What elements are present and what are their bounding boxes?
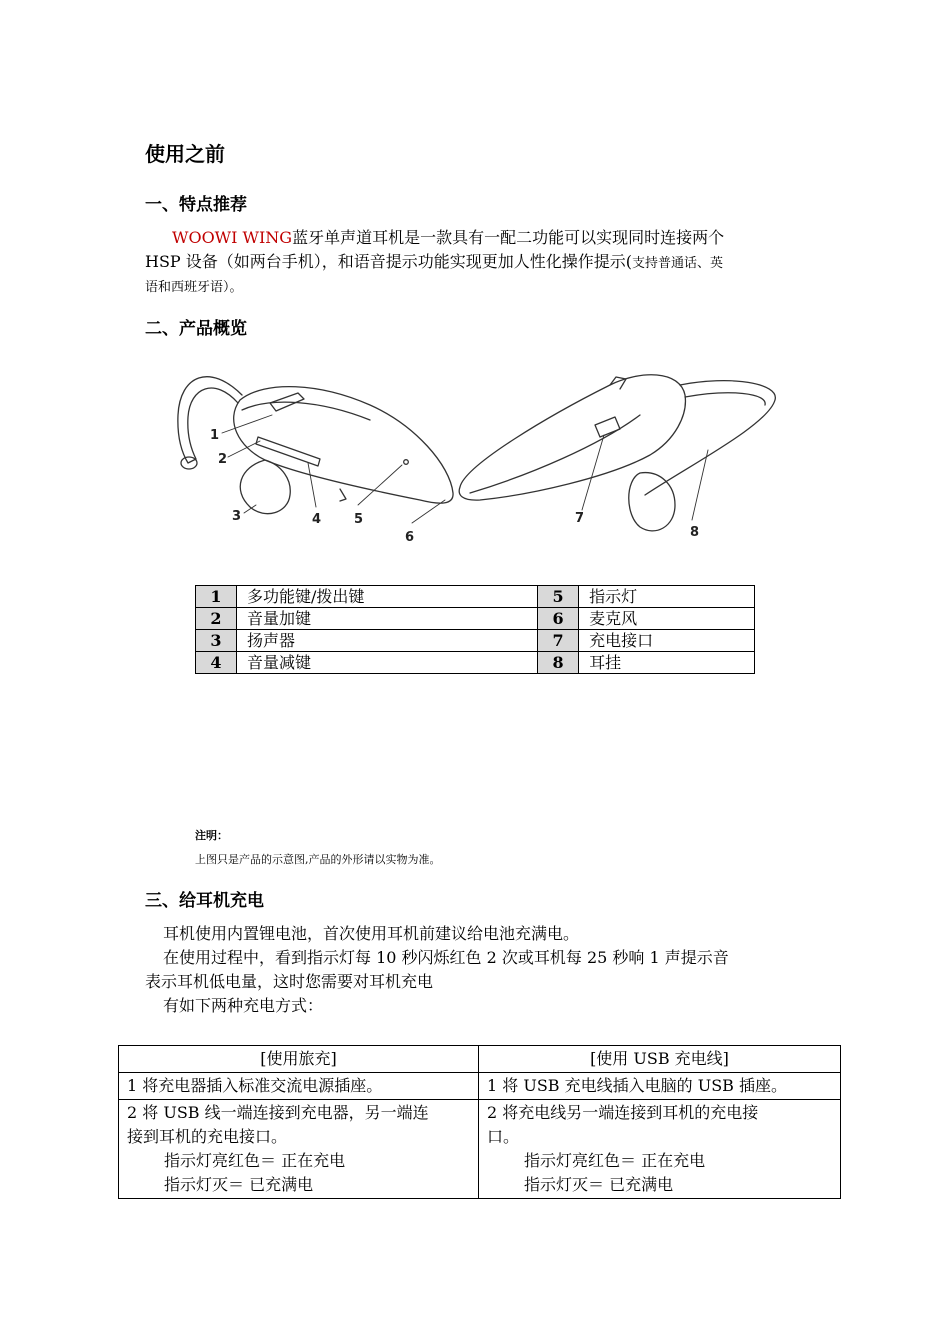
left-speaker xyxy=(240,460,290,514)
section-heading-overview: 二、产品概览 xyxy=(145,319,247,339)
part-label: 音量减键 xyxy=(237,652,538,674)
charging-line-4: 有如下两种充电方式： xyxy=(163,996,324,1015)
charging-line-3: 表示耳机低电量，这时您需要对耳机充电 xyxy=(145,972,434,991)
headset-diagram xyxy=(170,355,790,550)
brand-name: WOOWI WING xyxy=(172,228,293,247)
part-number: 6 xyxy=(538,608,579,630)
intro-line-1 xyxy=(145,226,815,250)
cell-text: 接到耳机的充电接口。 xyxy=(127,1127,288,1146)
table-row xyxy=(119,1073,841,1100)
table-header-row xyxy=(119,1046,841,1073)
intro-text-2-small: 支持普通话、英 xyxy=(632,256,724,271)
left-headset-body xyxy=(234,387,453,504)
table-row xyxy=(119,1100,841,1199)
right-ear-hook xyxy=(645,381,775,495)
intro-line-3: 语和西班牙语）。 xyxy=(145,280,243,295)
cell-step-1-right: 1 将 USB 充电线插入电脑的 USB 插座。 xyxy=(479,1073,841,1100)
cell-text: 指示灯灭＝ 已充满电 xyxy=(164,1175,314,1194)
part-label: 扬声器 xyxy=(237,630,538,652)
intro-text-1: 蓝牙单声道耳机是一款具有一配二功能可以实现同时连接两个 xyxy=(292,228,725,247)
parts-table xyxy=(195,585,755,674)
cell-step-1-left: 1 将充电器插入标准交流电源插座。 xyxy=(119,1073,479,1100)
diagram-label-1: 1 xyxy=(210,428,220,443)
part-label: 麦克风 xyxy=(579,608,755,630)
charging-methods-table xyxy=(118,1045,841,1199)
right-charge-port xyxy=(595,417,620,437)
right-speaker xyxy=(629,473,675,531)
part-number: 1 xyxy=(196,586,237,608)
part-number: 2 xyxy=(196,608,237,630)
right-top-button xyxy=(610,377,626,389)
diagram-label-3: 3 xyxy=(232,509,242,524)
intro-text-2: HSP 设备（如两台手机），和语音提示功能实现更加人性化操作提示( xyxy=(145,252,633,271)
diagram-label-8: 8 xyxy=(690,525,700,540)
left-indicator-led xyxy=(404,460,409,465)
part-label: 音量加键 xyxy=(237,608,538,630)
header-travel-charger: [使用旅充] xyxy=(119,1046,479,1073)
diagram-label-6: 6 xyxy=(405,530,415,545)
parts-row xyxy=(196,652,755,674)
header-usb-cable: [使用 USB 充电线] xyxy=(479,1046,841,1073)
diagram-label-5: 5 xyxy=(354,512,364,527)
cell-text: 2 将充电线另一端连接到耳机的充电接 xyxy=(487,1103,759,1122)
charging-paragraph xyxy=(145,922,815,1018)
section-heading-charging: 三、给耳机充电 xyxy=(145,891,264,911)
parts-row xyxy=(196,608,755,630)
charging-line-2: 在使用过程中，看到指示灯每 10 秒闪烁红色 2 次或耳机每 25 秒响 1 声提示音 xyxy=(163,948,729,967)
right-headset-body xyxy=(459,375,685,500)
part-number: 3 xyxy=(196,630,237,652)
section-heading-features: 一、特点推荐 xyxy=(145,195,247,215)
note-body: 上图只是产品的示意图,产品的外形请以实物为准。 xyxy=(195,853,441,866)
left-ear-hook xyxy=(178,377,242,463)
cell-step-2-left xyxy=(119,1100,479,1199)
cell-text: 指示灯亮红色＝ 正在充电 xyxy=(164,1151,346,1170)
diagram-label-4: 4 xyxy=(312,512,322,527)
cell-text: 2 将 USB 线一端连接到充电器，另一端连 xyxy=(127,1103,429,1122)
part-number: 8 xyxy=(538,652,579,674)
part-label: 充电接口 xyxy=(579,630,755,652)
page-title: 使用之前 xyxy=(145,142,225,166)
parts-row xyxy=(196,586,755,608)
left-volume-key xyxy=(256,437,320,466)
cell-text: 口。 xyxy=(487,1127,520,1146)
cell-text: 指示灯灭＝ 已充满电 xyxy=(524,1175,674,1194)
part-label: 耳挂 xyxy=(579,652,755,674)
parts-row xyxy=(196,630,755,652)
part-label: 指示灯 xyxy=(579,586,755,608)
cell-step-2-right xyxy=(479,1100,841,1199)
diagram-label-7: 7 xyxy=(575,511,585,526)
part-label: 多功能键/拨出键 xyxy=(237,586,538,608)
charging-line-1: 耳机使用内置锂电池，首次使用耳机前建议给电池充满电。 xyxy=(163,924,580,943)
intro-line-2 xyxy=(145,250,815,276)
part-number: 7 xyxy=(538,630,579,652)
intro-paragraph xyxy=(145,226,815,300)
cell-text: 指示灯亮红色＝ 正在充电 xyxy=(524,1151,706,1170)
part-number: 4 xyxy=(196,652,237,674)
part-number: 5 xyxy=(538,586,579,608)
diagram-label-2: 2 xyxy=(218,452,228,467)
note-title: 注明： xyxy=(195,829,228,842)
